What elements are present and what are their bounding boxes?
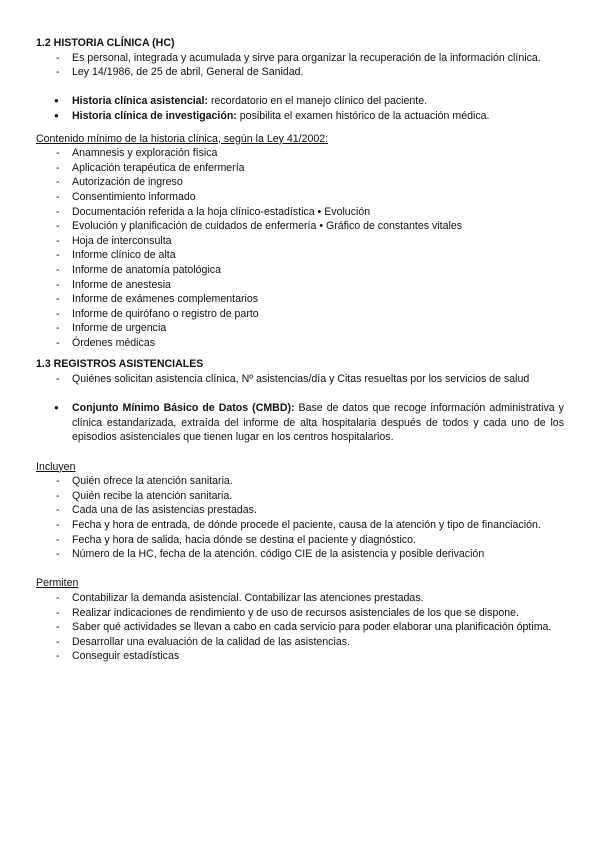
list-item: - Es personal, integrada y acumulada y sirve para organizar la recuperación de la información clínica. (36, 51, 564, 66)
definition: Base de datos que recoge información administrativa y clínica estandarizada, extraída del informe de alta hospitalaria después de todos y cada uno de los episodios asistenciales que tienen lugar en los centros hospitalarios. (72, 402, 564, 444)
list-item: - Consentimiento informado (36, 190, 564, 205)
list-item (36, 109, 564, 124)
list-item: - Informe de exámenes complementarios (36, 292, 564, 307)
list-item: - Conseguir estadísticas (36, 649, 564, 664)
list-item: - Autorización de ingreso (36, 175, 564, 190)
list-item: - Desarrollar una evaluación de la calidad de las asistencias. (36, 635, 564, 650)
section-heading-historia-clinica: 1.2 HISTORIA CLÍNICA (HC) (36, 37, 175, 49)
definition: posibilita el examen histórico de la actuación médica. (236, 109, 490, 122)
minimum-content-list (36, 146, 564, 350)
list-item: - Quién recibe la atención sanitaria. (36, 489, 564, 504)
list-item: - Informe de anatomía patológica (36, 263, 564, 278)
list-item: - Ley 14/1986, de 25 de abril, General de Sanidad. (36, 65, 564, 80)
list-item: - Evolución y planificación de cuidados de enfermería • Gráfico de constantes vitales (36, 219, 564, 234)
list-item: - Fecha y hora de salida, hacia dónde se destina el paciente y diagnóstico. (36, 533, 564, 548)
incluyen-list (36, 474, 564, 562)
list-item: - Informe clínico de alta (36, 248, 564, 263)
list-item: - Hoja de interconsulta (36, 234, 564, 249)
permiten-list (36, 591, 564, 664)
registros-description-list (36, 372, 564, 387)
hc-description-list (36, 51, 564, 80)
list-item: - Anamnesis y exploración física (36, 146, 564, 161)
list-item: - Quién ofrece la atención sanitaria. (36, 474, 564, 489)
permiten-subheading: Permiten (36, 577, 79, 590)
list-item: - Contabilizar la demanda asistencial. Contabilizar las atenciones prestadas. (36, 591, 564, 606)
list-item (36, 401, 564, 445)
list-item (36, 94, 564, 109)
incluyen-subheading: Incluyen (36, 460, 76, 473)
section-heading-registros: 1.3 REGISTROS ASISTENCIALES (36, 358, 204, 371)
content-subheading: Contenido mínimo de la historia clínica, según la Ley 41/2002: (36, 132, 329, 145)
term: Historia clínica de investigación: (72, 109, 237, 122)
list-item: - Informe de urgencia (36, 321, 564, 336)
definition: recordatorio en el manejo clínico del paciente. (208, 95, 428, 108)
list-item: - Fecha y hora de entrada, de dónde procede el paciente, causa de la atención y tipo de financiación. (36, 518, 564, 533)
list-item: - Documentación referida a la hoja clínico-estadística • Evolución (36, 205, 564, 220)
list-item: - Informe de anestesia (36, 278, 564, 293)
list-item: - Cada una de las asistencias prestadas. (36, 503, 564, 518)
hc-types-list (36, 94, 564, 123)
list-item: - Quiénes solicitan asistencia clínica, Nº asistencias/día y Citas resueltas por los servicios de salud (36, 372, 564, 387)
list-item: - Saber qué actividades se llevan a cabo en cada servicio para poder elaborar una planificación óptima. (36, 620, 564, 635)
list-item: - Órdenes médicas (36, 336, 564, 351)
term: Historia clínica asistencial: (72, 95, 209, 108)
list-item: - Realizar indicaciones de rendimiento y de uso de recursos asistenciales de los que se dispone. (36, 606, 564, 621)
cmbd-list (36, 401, 564, 445)
list-item: - Aplicación terapéutica de enfermería (36, 161, 564, 176)
term: Conjunto Mínimo Básico de Datos (CMBD): (72, 402, 295, 415)
document-page (36, 36, 564, 664)
list-item: - Informe de quirófano o registro de parto (36, 307, 564, 322)
list-item: - Número de la HC, fecha de la atención. código CIE de la asistencia y posible derivación (36, 547, 564, 562)
